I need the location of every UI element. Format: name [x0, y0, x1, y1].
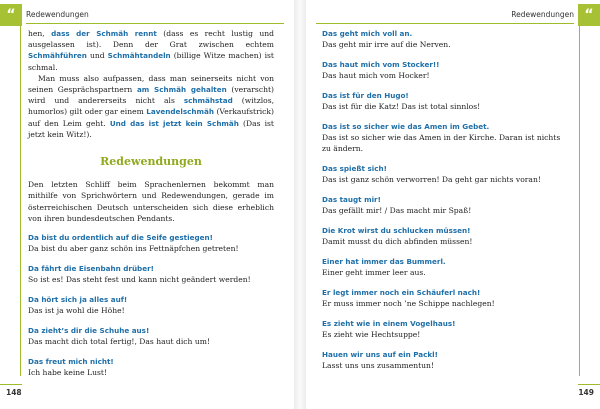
- idiom-meaning: Er muss immer noch ’ne Schippe nachlegen!: [322, 299, 495, 308]
- body-text: und: [86, 51, 108, 61]
- idiom-phrase: Da zieht’s dir die Schuhe aus!: [28, 326, 150, 336]
- section-title: Redewendungen: [100, 155, 202, 169]
- body-text: (witzlos, humorlos) gilt oder gar einem: [28, 96, 275, 117]
- idiom-phrase: Das ist so sicher wie das Amen im Gebet.: [322, 122, 490, 131]
- idiom-phrase: Er legt immer noch ein Schäuferl nach!: [322, 288, 481, 297]
- idiom-entry: [322, 287, 570, 309]
- idiom-meaning: Das haut mich vom Hocker!: [322, 71, 430, 80]
- quote-mark-icon: “: [578, 4, 600, 26]
- highlighted-term: schmähstad: [183, 96, 233, 106]
- running-head-right: Redewendungen: [316, 10, 574, 24]
- body-text: Man muss also aufpassen, dass man seinerseits nicht von seinen Gesprächspartnern: [28, 73, 274, 95]
- idiom-phrase: Das ist für den Hugo!: [322, 91, 409, 100]
- idiom-phrase: Einer hat immer das Bummerl.: [322, 257, 446, 266]
- idiom-meaning: Einer geht immer leer aus.: [322, 268, 426, 277]
- idiom-entry: [322, 349, 570, 371]
- idiom-entry: [322, 163, 570, 185]
- highlighted-term: dass der Schmäh rennt: [51, 29, 157, 38]
- idiom-phrase: Das freut mich nicht!: [28, 357, 114, 367]
- idiom-phrase: Da hört sich ja alles auf!: [28, 295, 128, 305]
- idiom-phrase: Hauen wir uns auf ein Packl!: [322, 350, 438, 359]
- idiom-entry: [28, 325, 274, 347]
- highlighted-term: am Schmäh gehalten: [136, 85, 227, 95]
- body-text: hen,: [28, 29, 52, 38]
- idiom-entry: [322, 318, 570, 340]
- body-text: (verarscht) wird und andererseits nicht als: [28, 85, 274, 106]
- body-text: (Das ist jetzt kein Witz!).: [28, 118, 274, 139]
- paragraph-schmaeh-1: [28, 28, 274, 73]
- idiom-meaning: Das ist so sicher wie das Amen in der Kirche. Daran ist nichts zu ändern.: [322, 133, 561, 153]
- page-number-left: 148: [6, 388, 22, 397]
- idiom-phrase: Die Krot wirst du schlucken müssen!: [322, 226, 471, 235]
- margin-rule: [20, 26, 21, 376]
- highlighted-term: Schmähtandeln: [107, 51, 171, 61]
- idiom-entry: [322, 90, 570, 112]
- paragraph-schmaeh-2: [28, 73, 274, 140]
- idiom-phrase: Da fährt die Eisenbahn drüber!: [28, 264, 154, 274]
- idiom-meaning: Damit musst du dich abfinden müssen!: [322, 237, 473, 246]
- page-number-right: 149: [578, 388, 594, 397]
- left-page: [0, 0, 294, 409]
- book-gutter: [294, 0, 306, 409]
- left-page-content: [28, 28, 274, 387]
- idiom-phrase: Das haut mich vom Stocker!!: [322, 60, 440, 69]
- running-head-left: Redewendungen: [26, 10, 284, 24]
- idiom-entry: [322, 256, 570, 278]
- idiom-entry: [322, 59, 570, 81]
- right-page-content: [322, 28, 570, 380]
- idiom-meaning: Das ist ganz schön verworren! Da geht gar nichts voran!: [322, 175, 541, 184]
- idiom-entry: [28, 356, 274, 378]
- idiom-phrase: Das taugt mir!: [322, 195, 381, 204]
- idiom-list-right: [322, 28, 570, 371]
- highlighted-term: Und das ist jetzt kein Schmäh: [109, 118, 239, 128]
- idiom-meaning: Das ist für die Katz! Das ist total sinnlos!: [322, 102, 481, 111]
- idiom-entry: [28, 294, 274, 316]
- idiom-entry: [322, 225, 570, 247]
- idiom-meaning: Das macht dich total fertig!, Das haut dich um!: [28, 337, 211, 347]
- idiom-meaning: Lasst uns uns zusammentun!: [322, 361, 435, 370]
- idiom-phrase: Das geht mich voll an.: [322, 29, 413, 38]
- idiom-meaning: Das geht mir irre auf die Nerven.: [322, 40, 451, 49]
- idiom-meaning: Ich habe keine Lust!: [28, 368, 108, 378]
- idiom-meaning: Es zieht wie Hechtsuppe!: [322, 330, 421, 339]
- idiom-phrase: Das spießt sich!: [322, 164, 387, 173]
- footer-rule: [0, 384, 22, 385]
- idiom-entry: [322, 28, 570, 50]
- idiom-entry: [28, 263, 274, 285]
- body-text: (Verkaufstrick) auf den Leim geht.: [28, 107, 274, 128]
- idiom-meaning: Da bist du aber ganz schön ins Fettnäpfchen getreten!: [28, 244, 239, 254]
- idiom-meaning: Das gefällt mir! / Das macht mir Spaß!: [322, 206, 472, 215]
- idiom-phrase: Da bist du ordentlich auf die Seife gestiegen!: [28, 233, 213, 243]
- idiom-meaning: Das ist ja wohl die Höhe!: [28, 306, 125, 316]
- idiom-entry: [322, 121, 570, 154]
- footer-rule: [578, 384, 600, 385]
- idiom-entry: [28, 232, 274, 254]
- highlighted-term: Schmähführen: [28, 51, 87, 61]
- margin-rule: [579, 26, 580, 376]
- quote-mark-icon: “: [0, 4, 22, 26]
- body-text: (dass es recht lustig und ausgelassen ist). Denn der Grat zwischen echtem: [28, 29, 274, 50]
- idiom-phrase: Es zieht wie in einem Vogelhaus!: [322, 319, 456, 328]
- idiom-meaning: So ist es! Das steht fest und kann nicht geändert werden!: [28, 275, 251, 285]
- idiom-entry: [322, 194, 570, 216]
- highlighted-term: Lavendelschmäh: [146, 107, 214, 117]
- right-page: [306, 0, 600, 409]
- idiom-list-left: [28, 232, 274, 378]
- body-text: (billige Witze machen) ist schmal.: [28, 51, 274, 72]
- section-intro: Den letzten Schliff beim Sprachenlernen bekommt man mithilfe von Sprichwörtern und Redewendungen, gerade im österreichischen Deutsch unterscheiden sich diese erheblich von ihren bundesdeutschen Pendants.: [28, 180, 274, 223]
